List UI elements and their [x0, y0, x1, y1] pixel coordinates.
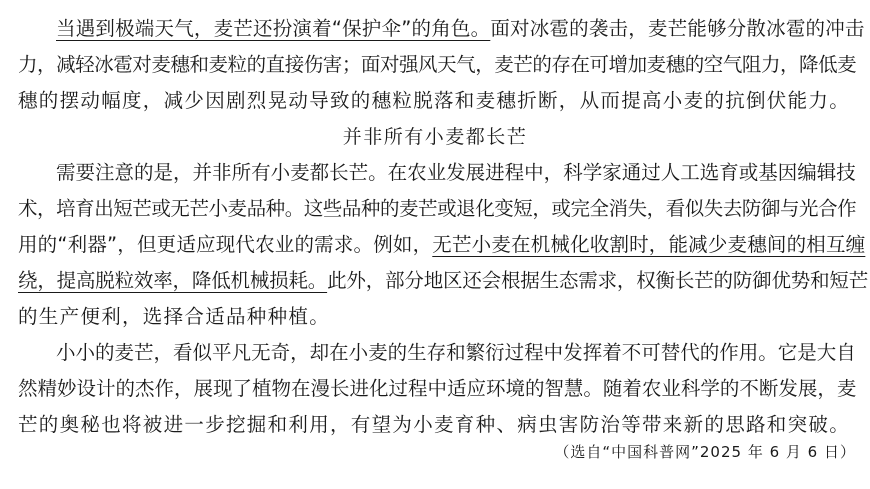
paragraph2-line5: 的生产便利，选择合适品种种植。 — [18, 305, 331, 328]
section-heading: 并非所有小麦都长芒 — [342, 126, 528, 148]
paragraph2-line4 — [18, 266, 868, 296]
text-segment: 此外，部分地区还会根据生态需求，权衡长芒的防御优势和短芒 — [327, 269, 869, 292]
paragraph1-line1 — [56, 14, 865, 44]
paragraph3-line3: 芒的奥秘也将被进一步挖掘和利用，有望为小麦育种、病虫害防治等带来新的思路和突破。 — [18, 413, 851, 436]
paragraph1-line3: 穗的摆动幅度，减少因剧烈晃动导致的穗粒脱落和麦穗折断，从而提高小麦的抗倒伏能力。 — [18, 89, 851, 112]
paragraph3-line1: 小小的麦芒，看似平凡无奇，却在小麦的生存和繁衍过程中发挥着不可替代的作用。它是大自 — [56, 341, 856, 364]
source-citation: （选自“中国科普网”2025 年 6 月 6 日） — [554, 443, 856, 461]
text-segment: 面对冰雹的袭击，麦芒能够分散冰雹的冲击 — [490, 17, 865, 40]
paragraph2-line2: 术，培育出短芒或无芒小麦品种。这些品种的麦芒或退化变短，或完全消失，看似失去防御与光合作 — [18, 197, 857, 220]
paragraph1-line2: 力，减轻冰雹对麦穗和麦粒的直接伤害；面对强风天气，麦芒的存在可增加麦穗的空气阻力，降低麦 — [18, 53, 857, 76]
paragraph2-line1: 需要注意的是，并非所有小麦都长芒。在农业发展进程中，科学家通过人工选育或基因编辑技 — [56, 161, 856, 184]
underlined-phrase: 当遇到极端天气，麦芒还扮演着“保护伞”的角色。 — [56, 17, 491, 40]
text-segment: 用的“利器”，但更适应现代农业的需求。例如， — [18, 233, 433, 256]
paragraph2-line3 — [18, 230, 865, 260]
underlined-phrase: 无芒小麦在机械化收割时，能减少麦穗间的相互缠 — [432, 233, 866, 256]
underlined-phrase: 绕，提高脱粒效率，降低机械损耗。 — [18, 269, 328, 292]
paragraph3-line2: 然精妙设计的杰作，展现了植物在漫长进化过程中适应环境的智慧。随着农业科学的不断发展，麦 — [18, 377, 857, 400]
